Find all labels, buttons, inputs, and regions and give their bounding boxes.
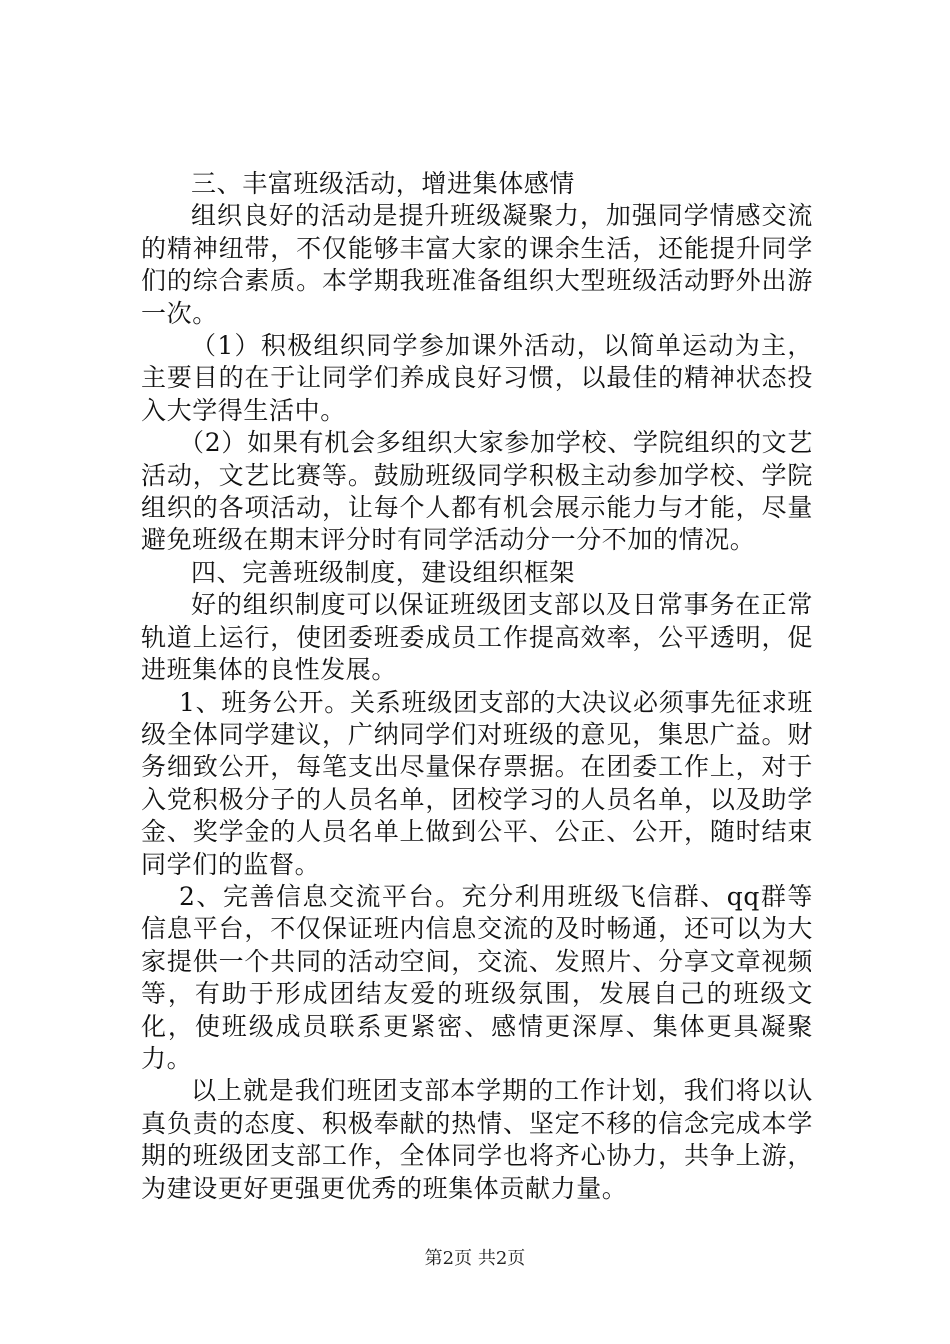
page-footer <box>0 1244 950 1270</box>
paragraph-activities-item-2: （2）如果有机会多组织大家参加学校、学院组织的文艺活动，文艺比赛等。鼓励班级同学积极主动参加学校、学院组织的各项活动，让每个人都有机会展示能力与才能，尽量避免班级在期末评分时有同学活动分一分不加的情况。 <box>141 428 813 555</box>
paragraph-activities-intro: 组织良好的活动是提升班级凝聚力，加强同学情感交流的精神纽带，不仅能够丰富大家的课余生活，还能提升同学们的综合素质。本学期我班准备组织大型班级活动野外出游一次。 <box>141 201 813 328</box>
section-heading-4: 四、完善班级制度，建设组织框架 <box>191 557 576 587</box>
paragraph-system-intro: 好的组织制度可以保证班级团支部以及日常事务在正常轨道上运行，使团委班委成员工作提高效率，公平透明，促进班集体的良性发展。 <box>141 590 813 685</box>
paragraph-system-item-2: 2、完善信息交流平台。充分利用班级飞信群、qq群等信息平台，不仅保证班内信息交流的及时畅通，还可以为大家提供一个共同的活动空间，交流、发照片、分享文章视频等，有助于形成团结友爱的班级氛围，发展自己的班级文化，使班级成员联系更紧密、感情更深厚、集体更具凝聚力。 <box>141 881 813 1073</box>
paragraph-activities-item-1: （1）积极组织同学参加课外活动，以简单运动为主，主要目的在于让同学们养成良好习惯，以最佳的精神状态投入大学得生活中。 <box>141 331 813 425</box>
paragraph-system-item-1: 1、班务公开。关系班级团支部的大决议必须事先征求班级全体同学建议，广纳同学们对班级的意见，集思广益。财务细致公开，每笔支出尽量保存票据。在团委工作上，对于入党积极分子的人员名单，团校学习的人员名单，以及助学金、奖学金的人员名单上做到公平、公正、公开，随时结束同学们的监督。 <box>141 687 813 879</box>
paragraph-conclusion: 以上就是我们班团支部本学期的工作计划，我们将以认真负责的态度、积极奉献的热情、坚定不移的信念完成本学期的班级团支部工作，全体同学也将齐心协力，共争上游，为建设更好更强更优秀的班集体贡献力量。 <box>141 1076 813 1203</box>
page-number-indicator: 第2页 共2页 <box>424 1248 526 1269</box>
section-heading-3: 三、丰富班级活动，增进集体感情 <box>191 169 576 198</box>
document-body <box>141 168 813 1205</box>
